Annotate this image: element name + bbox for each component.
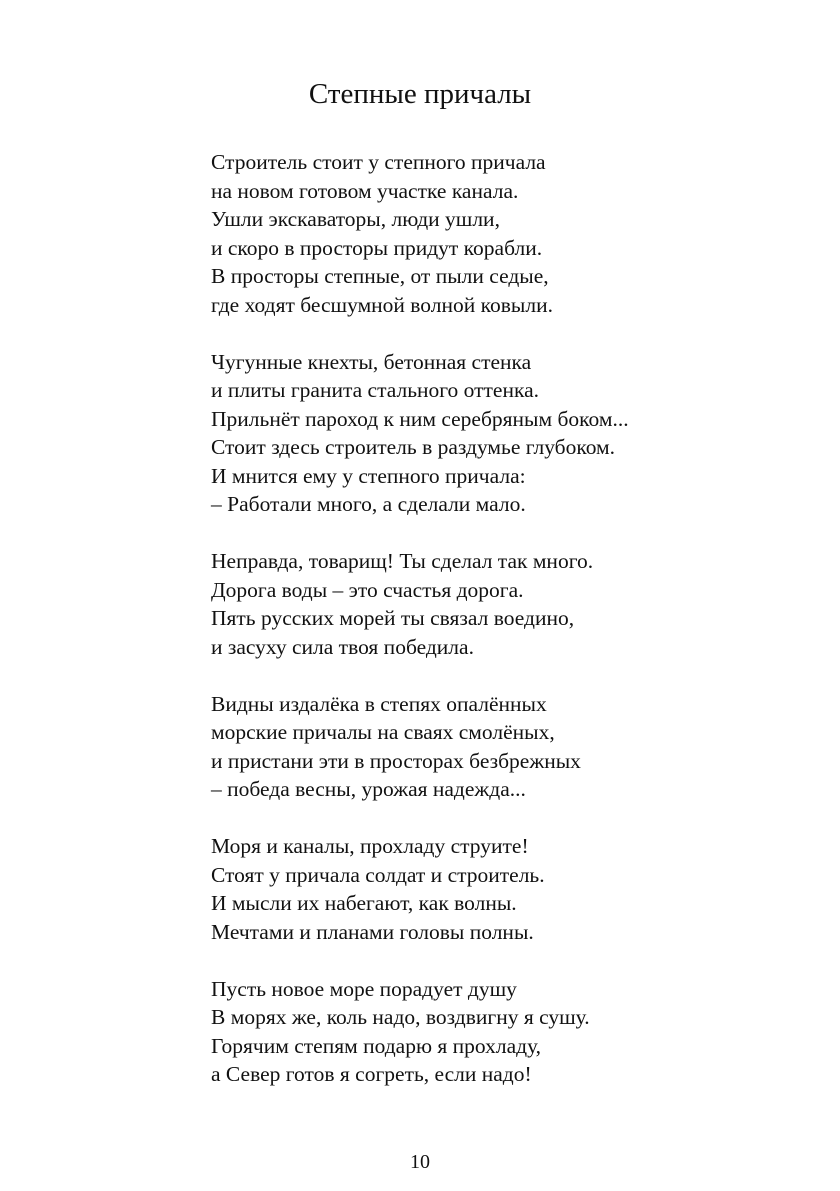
poem-line: Неправда, товарищ! Ты сделал так много. [211,549,594,573]
stanza-6 [211,975,771,1089]
poem-line: а Север готов я согреть, если надо! [211,1062,532,1086]
poem-line: Пусть новое море порадует душу [211,976,517,1001]
poem-line: Чугунные кнехты, бетонная стенка [211,349,532,374]
poem-line: – победа весны, урожая надежда... [211,777,526,801]
poem-line: Прильнёт пароход к ним серебряным боком... [211,406,629,431]
poem-line: и пристани эти в просторах безбрежных [211,748,581,773]
poem-line: Строитель стоит у степного причала [211,150,546,174]
poem-line: и скоро в просторы придут корабли. [211,235,543,260]
poem-line: Моря и каналы, прохладу струите! [211,834,529,858]
poem-line: И мнится ему у степного причала: [211,463,526,488]
stanza-3 [211,547,771,661]
stanza-4 [211,690,771,804]
poem-line: В морях же, коль надо, воздвигну я сушу. [211,1005,590,1029]
poem-line: Горячим степям подарю я прохладу, [211,1033,542,1058]
poem-line: Стоят у причала солдат и строитель. [211,862,545,887]
page-number: 10 [410,1151,430,1173]
poem-line: Ушли экскаваторы, люди ушли, [211,207,500,231]
poem-title: Степные причалы [308,78,532,110]
poem-line: Видны издалёка в степях опалённых [211,691,547,716]
poem-line: Пять русских морей ты связал воедино, [211,606,575,630]
stanza-2 [211,348,771,519]
poem-line: В просторы степные, от пыли седые, [211,264,549,288]
poem-line: морские причалы на сваях смолёных, [211,720,555,744]
poem-line: И мысли их набегают, как волны. [211,891,517,915]
poem-line: и плиты гранита стального оттенка. [211,378,540,402]
poem-line: и засуху сила твоя победила. [211,634,474,659]
poem-line: Стоит здесь строитель в раздумье глубоком. [211,435,616,459]
stanza-1 [211,148,771,319]
poem-line: где ходят бесшумной волной ковыли. [211,292,553,317]
poem-line: Мечтами и планами головы полны. [211,919,534,944]
stanza-5 [211,832,771,946]
poem-line: – Работали много, а сделали мало. [211,492,526,516]
poem-line: Дорога воды – это счастья дорога. [211,577,524,602]
poem-body [211,148,771,1117]
poem-line: на новом готовом участке канала. [211,178,519,203]
